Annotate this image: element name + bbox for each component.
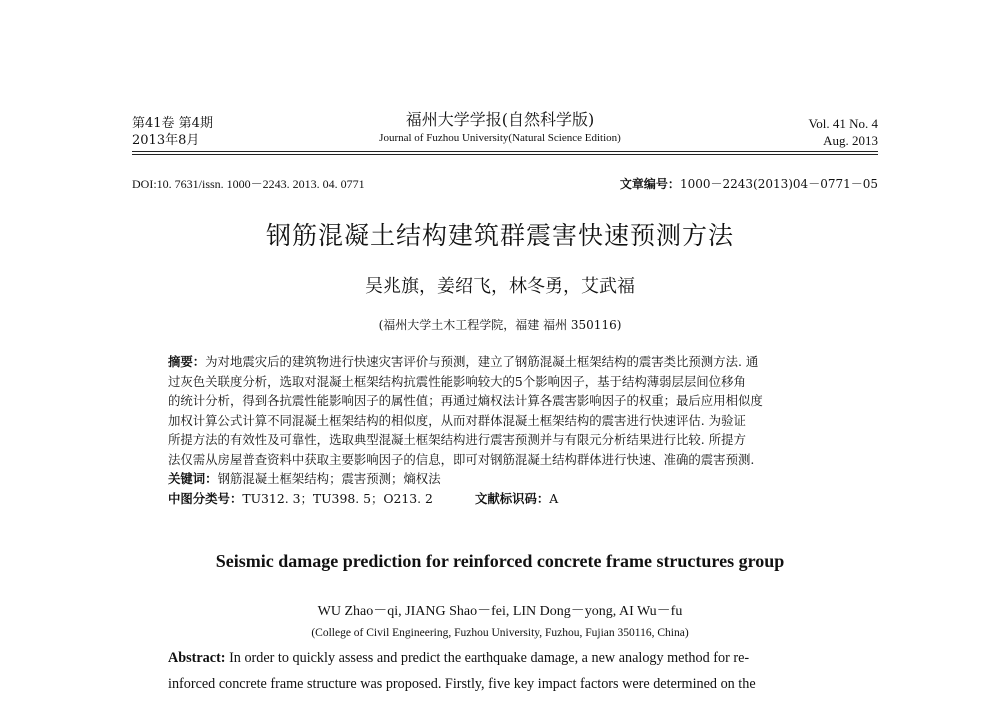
document-code-label: 文献标识码： <box>474 490 550 506</box>
abstract-cn-line: 过灰色关联度分析，选取对混凝土框架结构抗震性能影响较大的5个影响因子，基于结构薄弱层层间位移角 <box>168 373 746 389</box>
affiliation-en: (College of Civil Engineering, Fuzhou University, Fuzhou, Fujian 350116, China) <box>311 627 689 639</box>
abstract-cn <box>168 352 840 508</box>
abstract-en-text: In order to quickly assess and predict the earthquake damage, a new analogy method for re- <box>225 650 750 666</box>
abstract-cn-label: 摘要： <box>168 354 206 369</box>
abstract-cn-line: 的统计分析，得到各抗震性能影响因子的属性值；再通过熵权法计算各震害影响因子的权重；最后应用相似度 <box>168 393 763 408</box>
volume-issue-cn: 第41卷 第4期 <box>132 116 213 131</box>
journal-volume-cn <box>132 115 213 149</box>
date-cn: 2013年8月 <box>132 133 200 148</box>
abstract-en-label: Abstract: <box>168 650 226 666</box>
abstract-cn-line <box>168 352 840 372</box>
authors-cn: 吴兆旗，姜绍飞，林冬勇，艾武福 <box>365 276 635 297</box>
article-number <box>620 175 878 192</box>
doi: DOI:10. 7631/issn. 1000－2243. 2013. 04. 0771 <box>132 177 365 191</box>
journal-name <box>340 110 660 146</box>
affiliation-cn: (福州大学土木工程学院，福建 福州 350116) <box>378 318 622 332</box>
keywords-label: 关键词： <box>168 471 218 486</box>
document-code-value: A <box>549 490 559 506</box>
header-rule-bottom <box>132 154 878 155</box>
abstract-en-line: inforced concrete frame structure was proposed. Firstly, five key impact factors were determined on the <box>168 676 756 692</box>
classification-line <box>168 489 840 509</box>
keywords-line <box>168 469 840 489</box>
authors-en: WU Zhao－qi, JIANG Shao－fei, LIN Dong－yong, AI Wu－fu <box>317 604 683 619</box>
date-en: Aug. 2013 <box>823 133 878 148</box>
abstract-cn-line: 所提方法的有效性及可靠性，选取典型混凝土框架结构进行震害预测并与有限元分析结果进行比较. 所提方 <box>168 432 746 447</box>
journal-name-en: Journal of Fuzhou University(Natural Science Edition) <box>379 132 621 144</box>
classification-label: 中图分类号： <box>168 490 243 506</box>
paper-title-en: Seismic damage prediction for reinforced concrete frame structures group <box>215 551 785 571</box>
keywords-value: 钢筋混凝土框架结构；震害预测；熵权法 <box>217 471 441 486</box>
paper-title-cn: 钢筋混凝土结构建筑群震害快速预测方法 <box>265 221 734 250</box>
classification-value: TU312. 3；TU398. 5；O213. 2 <box>242 490 433 506</box>
journal-volume-en <box>809 115 878 149</box>
abstract-cn-line: 加权计算公式计算不同混凝土框架结构的相似度，从而对群体混凝土框架结构的震害进行快速评估. 为验证 <box>168 412 746 428</box>
abstract-cn-text: 为对地震灾后的建筑物进行快速灾害评价与预测，建立了钢筋混凝土框架结构的震害类比预测方法. 通 <box>205 354 759 369</box>
article-number-label: 文章编号： <box>619 177 680 191</box>
abstract-en-line <box>168 645 840 671</box>
journal-name-cn: 福州大学学报(自然科学版) <box>405 110 595 129</box>
article-number-value: 1000－2243(2013)04－0771－05 <box>679 177 878 191</box>
abstract-cn-line: 法仅需从房屋普查资料中获取主要影响因子的信息，即可对钢筋混凝土结构群体进行快速、准确的震害预测. <box>168 451 755 467</box>
volume-issue-en: Vol. 41 No. 4 <box>808 116 878 131</box>
header-rule-top <box>132 151 878 152</box>
abstract-en <box>168 645 840 697</box>
